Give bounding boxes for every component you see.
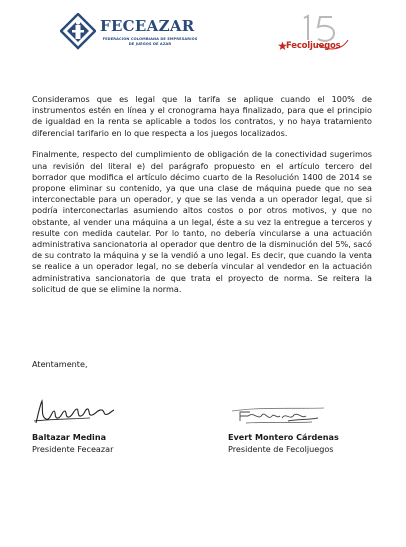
closing-salutation: Atentamente, <box>32 359 88 369</box>
fecoljuegos-name: Fecoljuegos <box>286 41 341 51</box>
signer-fecoljuegos <box>228 431 339 455</box>
feceazar-logo <box>60 13 210 61</box>
fecoljuegos-logo <box>278 14 348 58</box>
signer-title: Presidente Feceazar <box>32 444 114 454</box>
handwritten-signature-icon <box>32 397 117 427</box>
handwritten-signature-icon <box>228 405 328 427</box>
signer-name: Evert Montero Cárdenas <box>228 432 339 442</box>
paragraph-1: Consideramos que es legal que la tarifa se aplique cuando el 100% de instrumentos estén en línea y el cronograma haya finalizado, para que el principio de igualdad en la renta se aplicable a todos los contratos, y no haya tratamiento diferencial tarifario en lo que respecta a los juegos localizados. <box>32 94 372 138</box>
letter-body <box>32 94 372 305</box>
signer-feceazar <box>32 431 113 455</box>
paragraph-2: Finalmente, respecto del cumplimiento de obligación de la conectividad sugerimos una revisión del literal e) del parágrafo propuesto en el artículo tercero del borrador que modifica el artículo décimo cuarto de la Resolución 1400 de 2014 se propone eliminar su contenido, ya que una clase de máquina puede que no sea interconectable para un operador, y que se las venda a un operador legal, que si podría interconectarlas asumiendo altos costos o por otros motivos, y que no obstante, al vender una máquina a un legal, éste a su vez la entregue a terceros y resulte con medida cautelar. Por lo tanto, no debería vincularse a una actuación administrativa sancionatoria al operador que dentro de la disminución del 5%, sacó de su contrato la máquina y se la vendió a uno legal. Es decir, que cuando la venta se realice a un operador legal, no se debería vincular al vendedor en la actuación administrativa sancionatoria de que trata el proyecto de norma. Se reitera la solicitud de que se elimine la norma. <box>32 149 372 294</box>
signer-name: Baltazar Medina <box>32 432 107 442</box>
signer-title: Presidente de Fecoljuegos <box>228 444 334 454</box>
feceazar-subtitle: FEDERACIÓN COLOMBIANA DE EMPRESARIOS DE JUEGOS DE AZAR <box>102 37 198 46</box>
feceazar-logo-icon <box>60 13 96 53</box>
feceazar-name: FECEAZAR <box>100 17 195 35</box>
